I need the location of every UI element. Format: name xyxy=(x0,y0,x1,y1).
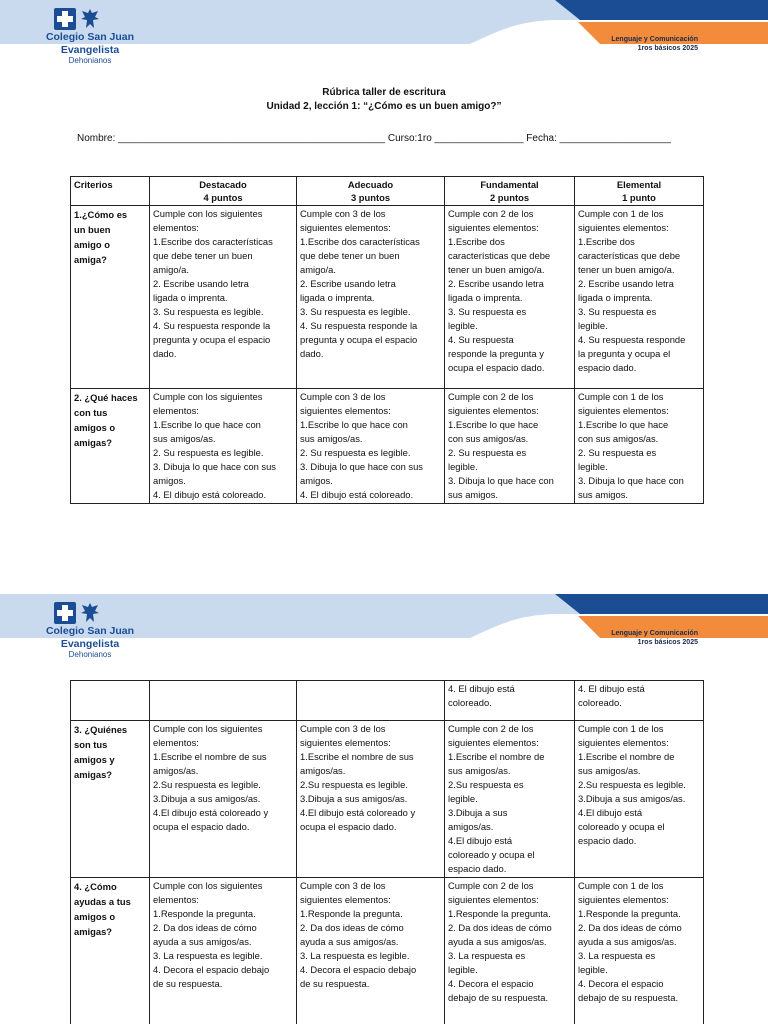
cell-line: 1.Escribe dos características xyxy=(300,236,420,247)
cell-line: 1.Escribe dos xyxy=(448,236,505,247)
cell-line: 3.Dibuja a sus amigos/as. xyxy=(300,793,408,804)
cell-line: responde la pregunta y xyxy=(448,348,544,359)
cell-line: legible. xyxy=(448,793,478,804)
cell-line: siguientes elementos: xyxy=(300,737,391,748)
cell-line: 1.Responde la pregunta. xyxy=(153,908,256,919)
cell-line: elementos: xyxy=(153,222,199,233)
cell-line: espacio dado. xyxy=(578,362,637,373)
cell-line: 4. Decora el espacio xyxy=(448,978,534,989)
cell-line: características que debe xyxy=(578,250,681,261)
criterion-cell xyxy=(71,206,150,389)
cell-line: espacio dado. xyxy=(578,835,637,846)
level-cell xyxy=(150,681,297,721)
subject-label xyxy=(611,35,698,53)
cell-line: 2.Su respuesta es legible. xyxy=(578,779,686,790)
cell-line: 3. La respuesta es xyxy=(578,950,656,961)
cell-line: 4. El dibujo está xyxy=(448,683,515,694)
cell-line: siguientes elementos: xyxy=(448,737,539,748)
table-header-row xyxy=(71,177,704,206)
cell-line: 3.Dibuja a sus amigos/as. xyxy=(578,793,686,804)
cell-line: Cumple con los siguientes xyxy=(153,880,263,891)
cell-line: siguientes elementos: xyxy=(578,222,669,233)
cell-line: amigos/as. xyxy=(448,821,494,832)
cell-line: amigos. xyxy=(153,475,186,486)
criterion-line: ayudas a tus xyxy=(74,896,131,907)
cell-line: elementos: xyxy=(153,737,199,748)
level-cell xyxy=(297,681,445,721)
cell-line: 1.Responde la pregunta. xyxy=(300,908,403,919)
cell-line: legible. xyxy=(578,320,608,331)
level-cell xyxy=(445,389,575,504)
cell-line: 2. Escribe usando letra xyxy=(300,278,396,289)
cell-line: 2.Su respuesta es legible. xyxy=(300,779,408,790)
cell-line: 1.Escribe lo que hace xyxy=(448,419,539,430)
cell-line: siguientes elementos: xyxy=(448,222,539,233)
cell-line: debajo de su respuesta. xyxy=(578,992,679,1003)
level-cell xyxy=(445,206,575,389)
cell-line: ocupa el espacio dado. xyxy=(300,821,397,832)
cell-line: tener un buen amigo/a. xyxy=(578,264,675,275)
cell-line: ocupa el espacio dado. xyxy=(448,362,545,373)
cell-line: 2.Su respuesta es xyxy=(448,779,524,790)
cell-line: Cumple con los siguientes xyxy=(153,208,263,219)
criterion-cell xyxy=(71,721,150,878)
cell-line: ligada o imprenta. xyxy=(448,292,523,303)
cell-line: tener un buen amigo/a. xyxy=(448,264,545,275)
header-elemental: Elemental 1 punto xyxy=(575,177,704,206)
cell-line: 3.Dibuja a sus xyxy=(448,807,508,818)
cell-line: 1.Responde la pregunta. xyxy=(448,908,551,919)
cell-line: 4. Decora el espacio debajo xyxy=(153,964,270,975)
criterion-line: amigas? xyxy=(74,437,113,448)
level-cell xyxy=(445,878,575,1024)
cell-line: siguientes elementos: xyxy=(300,405,391,416)
criterion-line: 3. ¿Quiénes xyxy=(74,724,128,735)
cell-line: con sus amigos/as. xyxy=(578,433,659,444)
cell-line: coloreado y ocupa el xyxy=(448,849,535,860)
level-cell xyxy=(297,878,445,1024)
cell-line: legible. xyxy=(578,461,608,472)
cell-line: 4.El dibujo está xyxy=(578,807,643,818)
cell-line: 1.Escribe lo que hace xyxy=(578,419,669,430)
school-name-1: Colegio San Juan xyxy=(45,625,135,637)
cell-line: Cumple con los siguientes xyxy=(153,391,263,402)
cell-line: coloreado. xyxy=(578,697,622,708)
cell-line: 3. La respuesta es legible. xyxy=(153,950,263,961)
cell-line: siguientes elementos: xyxy=(578,894,669,905)
cell-line: legible. xyxy=(448,461,478,472)
cell-line: espacio dado. xyxy=(448,863,507,874)
cell-line: sus amigos. xyxy=(578,489,629,500)
cell-line: dado. xyxy=(153,348,177,359)
document-subtitle: Unidad 2, lección 1: “¿Cómo es un buen amigo?” xyxy=(266,101,502,112)
cross-logo-icon xyxy=(54,8,76,30)
cell-line: 3.Dibuja a sus amigos/as. xyxy=(153,793,261,804)
cell-line: 1.Escribe el nombre de sus xyxy=(300,751,414,762)
cell-line: sus amigos/as. xyxy=(578,765,641,776)
cell-line: sus amigos/as. xyxy=(448,765,511,776)
cell-line: debajo de su respuesta. xyxy=(448,992,549,1003)
cell-line: Cumple con 3 de los xyxy=(300,391,386,402)
cell-line: 3. Dibuja lo que hace con sus xyxy=(153,461,276,472)
cell-line: 1.Escribe el nombre de xyxy=(448,751,545,762)
criterion-line: 4. ¿Cómo xyxy=(74,881,117,892)
student-fields: Nombre: ________________________________________________ Curso:1ro ________________ Fecha: ____________________ xyxy=(77,133,671,144)
cell-line: amigo/a. xyxy=(153,264,189,275)
cell-line: ayuda a sus amigos/as. xyxy=(153,936,252,947)
cell-line: siguientes elementos: xyxy=(578,405,669,416)
cell-line: legible. xyxy=(578,964,608,975)
cell-line: 2. Su respuesta es legible. xyxy=(153,447,264,458)
criterion-line: son tus xyxy=(74,739,108,750)
cell-line: 4. Decora el espacio xyxy=(578,978,664,989)
cell-line: amigo/a. xyxy=(300,264,336,275)
eagle-logo-icon xyxy=(80,8,100,30)
school-logo xyxy=(40,8,140,66)
cell-line: Cumple con 1 de los xyxy=(578,391,664,402)
cell-line: 4.El dibujo está coloreado y xyxy=(153,807,269,818)
level-cell xyxy=(297,389,445,504)
subject-name: Lenguaje y Comunicación xyxy=(611,630,698,637)
cell-line: siguientes elementos: xyxy=(448,894,539,905)
school-name-2: Evangelista xyxy=(60,44,120,56)
cell-line: dado. xyxy=(300,348,324,359)
table-row xyxy=(71,206,704,389)
cross-logo-icon xyxy=(54,602,76,624)
cell-line: 3. Su respuesta es xyxy=(578,306,657,317)
cell-line: Cumple con 2 de los xyxy=(448,723,534,734)
level-cell xyxy=(575,206,704,389)
criterion-line: amigos o xyxy=(74,911,116,922)
cell-line: Cumple con 3 de los xyxy=(300,208,386,219)
cell-line: 3. La respuesta es legible. xyxy=(300,950,410,961)
cell-line: sus amigos. xyxy=(448,489,499,500)
cell-line: pregunta y ocupa el espacio xyxy=(300,334,418,345)
cell-line: 2. Da dos ideas de cómo xyxy=(153,922,257,933)
level-cell xyxy=(575,681,704,721)
criterion-line: amigas? xyxy=(74,769,113,780)
cell-line: sus amigos/as. xyxy=(300,433,363,444)
cell-line: 3. Dibuja lo que hace con xyxy=(448,475,554,486)
course-year: 1ros básicos 2025 xyxy=(637,45,698,52)
cell-line: pregunta y ocupa el espacio xyxy=(153,334,271,345)
cell-line: 3. Su respuesta es xyxy=(448,306,527,317)
criterion-cell xyxy=(71,878,150,1024)
table-row xyxy=(71,878,704,1024)
cell-line: 2. Su respuesta es legible. xyxy=(300,447,411,458)
cell-line: 1.Escribe dos xyxy=(578,236,635,247)
cell-line: 2. Da dos ideas de cómo xyxy=(300,922,404,933)
level-cell xyxy=(150,389,297,504)
cell-line: Cumple con 1 de los xyxy=(578,723,664,734)
cell-line: coloreado. xyxy=(448,697,492,708)
criterion-cell xyxy=(71,389,150,504)
level-cell xyxy=(150,878,297,1024)
cell-line: con sus amigos/as. xyxy=(448,433,529,444)
cell-line: Cumple con 1 de los xyxy=(578,880,664,891)
cell-line: 3. Dibuja lo que hace con xyxy=(578,475,684,486)
rubric-table-continued xyxy=(70,680,704,1024)
cell-line: Cumple con 2 de los xyxy=(448,391,534,402)
cell-line: 4. El dibujo está coloreado. xyxy=(300,489,414,500)
cell-line: sus amigos/as. xyxy=(153,433,216,444)
page-gap xyxy=(0,560,768,594)
document-title: Rúbrica taller de escritura xyxy=(322,87,446,98)
cell-line: 4.El dibujo está xyxy=(448,835,513,846)
level-cell xyxy=(297,206,445,389)
cell-line: de su respuesta. xyxy=(153,978,223,989)
criterion-line: un buen xyxy=(74,224,111,235)
level-cell xyxy=(150,206,297,389)
criterion-line: con tus xyxy=(74,407,108,418)
subject-label xyxy=(611,629,698,647)
cell-line: 1.Escribe lo que hace con xyxy=(153,419,261,430)
cell-line: 1.Escribe el nombre de xyxy=(578,751,675,762)
cell-line: 2. Da dos ideas de cómo xyxy=(448,922,552,933)
school-subname: Dehonianos xyxy=(68,650,112,659)
cell-line: 4. Decora el espacio debajo xyxy=(300,964,417,975)
cell-line: siguientes elementos: xyxy=(578,737,669,748)
cell-line: ayuda a sus amigos/as. xyxy=(448,936,547,947)
cell-line: 2. Escribe usando letra xyxy=(153,278,249,289)
criterion-line: amigo o xyxy=(74,239,110,250)
level-cell xyxy=(445,681,575,721)
cell-line: 1.Responde la pregunta. xyxy=(578,908,681,919)
cell-line: amigos/as. xyxy=(300,765,346,776)
cell-line: 1.Escribe dos características xyxy=(153,236,273,247)
header-adecuado: Adecuado 3 puntos xyxy=(297,177,445,206)
page-header xyxy=(0,0,768,64)
cell-line: 3. Su respuesta es legible. xyxy=(300,306,411,317)
criterion-line: amigos o xyxy=(74,422,116,433)
criterion-line: amigos y xyxy=(74,754,115,765)
cell-line: ligada o imprenta. xyxy=(153,292,228,303)
eagle-logo-icon xyxy=(80,602,100,624)
cell-line: 2. Su respuesta es xyxy=(448,447,527,458)
table-row xyxy=(71,389,704,504)
cell-line: 3. La respuesta es xyxy=(448,950,526,961)
cell-line: 2.Su respuesta es legible. xyxy=(153,779,261,790)
cell-line: de su respuesta. xyxy=(300,978,370,989)
cell-line: siguientes elementos: xyxy=(448,405,539,416)
cell-line: Cumple con 3 de los xyxy=(300,880,386,891)
cell-line: 4. Su respuesta responde xyxy=(578,334,686,345)
cell-line: ayuda a sus amigos/as. xyxy=(578,936,677,947)
cell-line: 3. Su respuesta es legible. xyxy=(153,306,264,317)
cell-line: legible. xyxy=(448,320,478,331)
cell-line: Cumple con los siguientes xyxy=(153,723,263,734)
header-criterios: Criterios xyxy=(71,177,150,206)
cell-line: 2. Da dos ideas de cómo xyxy=(578,922,682,933)
cell-line: ayuda a sus amigos/as. xyxy=(300,936,399,947)
criterion-line: 1.¿Cómo es xyxy=(74,209,128,220)
cell-line: 4. El dibujo está xyxy=(578,683,645,694)
cell-line: 4. Su respuesta responde la xyxy=(153,320,271,331)
level-cell xyxy=(445,721,575,878)
level-cell xyxy=(575,721,704,878)
subject-name: Lenguaje y Comunicación xyxy=(611,36,698,43)
criterion-line: 2. ¿Qué haces xyxy=(74,392,138,403)
cell-line: 2. Su respuesta es xyxy=(578,447,657,458)
cell-line: siguientes elementos: xyxy=(300,222,391,233)
school-name-2: Evangelista xyxy=(60,638,120,650)
cell-line: 4. Su respuesta responde la xyxy=(300,320,418,331)
cell-line: Cumple con 1 de los xyxy=(578,208,664,219)
cell-line: 2. Escribe usando letra xyxy=(448,278,544,289)
cell-line: la pregunta y ocupa el xyxy=(578,348,671,359)
page-header xyxy=(0,594,768,658)
criterion-line: amigas? xyxy=(74,926,113,937)
cell-line: elementos: xyxy=(153,405,199,416)
cell-line: ocupa el espacio dado. xyxy=(153,821,250,832)
cell-line: 2. Escribe usando letra xyxy=(578,278,674,289)
cell-line: que debe tener un buen xyxy=(153,250,253,261)
cell-line: 1.Escribe el nombre de sus xyxy=(153,751,267,762)
cell-line: siguientes elementos: xyxy=(300,894,391,905)
cell-line: legible. xyxy=(448,964,478,975)
cell-line: ligada o imprenta. xyxy=(300,292,375,303)
cell-line: que debe tener un buen xyxy=(300,250,400,261)
table-row xyxy=(71,681,704,721)
criterion-line: amiga? xyxy=(74,254,107,265)
cell-line: Cumple con 3 de los xyxy=(300,723,386,734)
course-year: 1ros básicos 2025 xyxy=(637,639,698,646)
cell-line: ligada o imprenta. xyxy=(578,292,653,303)
level-cell xyxy=(150,721,297,878)
cell-line: coloreado y ocupa el xyxy=(578,821,665,832)
level-cell xyxy=(575,389,704,504)
header-fundamental: Fundamental 2 puntos xyxy=(445,177,575,206)
header-destacado: Destacado 4 puntos xyxy=(150,177,297,206)
table-row xyxy=(71,721,704,878)
cell-line: Cumple con 2 de los xyxy=(448,208,534,219)
document-page-2 xyxy=(0,594,768,1024)
cell-line: 1.Escribe lo que hace con xyxy=(300,419,408,430)
cell-line: amigos/as. xyxy=(153,765,199,776)
cell-line: 4. El dibujo está coloreado. xyxy=(153,489,267,500)
cell-line: características que debe xyxy=(448,250,551,261)
criterion-cell xyxy=(71,681,150,721)
cell-line: 4. Su respuesta xyxy=(448,334,514,345)
cell-line: 3. Dibuja lo que hace con sus xyxy=(300,461,423,472)
level-cell xyxy=(297,721,445,878)
school-logo xyxy=(40,602,140,660)
cell-line: Cumple con 2 de los xyxy=(448,880,534,891)
level-cell xyxy=(575,878,704,1024)
cell-line: amigos. xyxy=(300,475,333,486)
school-name-1: Colegio San Juan xyxy=(45,31,135,43)
rubric-table xyxy=(70,176,704,504)
cell-line: elementos: xyxy=(153,894,199,905)
cell-line: 4.El dibujo está coloreado y xyxy=(300,807,416,818)
school-subname: Dehonianos xyxy=(68,56,112,65)
